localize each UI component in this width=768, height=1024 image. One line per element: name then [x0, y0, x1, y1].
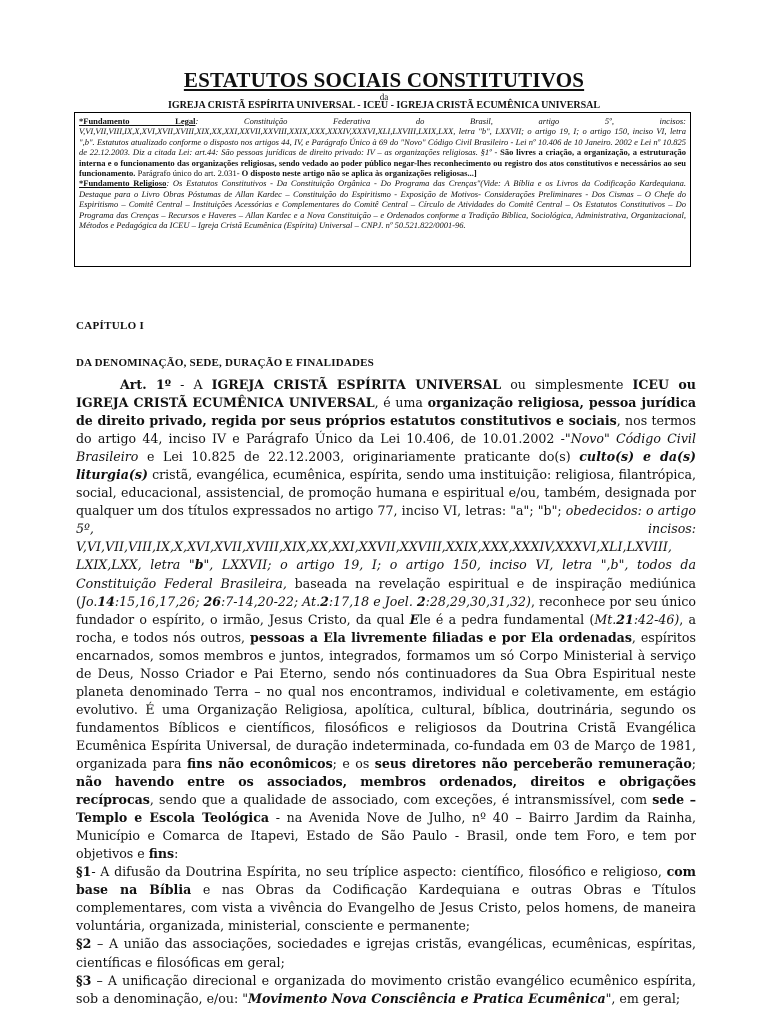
- art-bold-italic: 26: [203, 593, 222, 609]
- art-text: ;: [691, 755, 696, 771]
- art-bold: seus diretores não perceberão remuneração: [374, 755, 692, 771]
- religious-label: *Fundamento Religioso: [79, 178, 167, 189]
- art-text: :: [174, 846, 179, 862]
- art-text: cristã, evangélica, ecumênica, espírita, sendo uma instituição: religiosa, filantrópica, social, educacional, assistencial, de promoção humana e espiritual e/ou, também, designada por qualquer um dos títulos expressados no artigo 77, inciso VI, letras: "a"; "b";: [76, 467, 696, 519]
- art-text: baseada na revelação espiritual e de inspiração mediúnica (: [76, 575, 696, 609]
- legal-text-2: Parágrafo único do art. 2.031-: [135, 168, 242, 179]
- art-bold: fins: [148, 846, 175, 862]
- art-bold-italic: culto(s) e da(s) liturgia(s): [76, 449, 696, 483]
- art-text: - A: [171, 377, 212, 392]
- legal-foundation-box: [74, 112, 691, 267]
- art-italic: :28,29,30,31,32): [425, 593, 531, 609]
- art-text: , nos termos do artigo 44, inciso IV e Parágrafo Único da Lei 10.406, de 10.01.2002 -: [76, 413, 697, 447]
- paragraph-number: §2: [76, 936, 92, 952]
- art-bold-italic: E: [409, 611, 420, 627]
- document-subtitle: IGREJA CRISTÃ ESPÍRITA UNIVERSAL - ICEU - IGREJA CRISTÃ ECUMÊNICA UNIVERSAL: [167, 100, 601, 111]
- art-italic: obedecidos: o artigo 5º, incisos: V,VI,VII,VIII,IX,X,XVI,XVII,XVIII,XIX,XX,XXI,XXVII,XXVIII,XXIX,XXX,XXXIV,XXXVI,XLI,LXVIII, LXIX,LXX, letra ": [76, 503, 696, 573]
- art-text: le é a pedra fundamental (: [419, 611, 595, 627]
- legal-bold: São livres a criação, a organização, a estruturação interna e o funcionamento das organizações religiosas, sendo vedado ao poder público negar-lhes reconhecimento ou registro dos atos constitutivos e necessários ao seu funcionamento.: [79, 147, 686, 179]
- religious-foundation-paragraph: [79, 178, 686, 230]
- document-body: [76, 376, 696, 1008]
- chapter-heading: CAPÍTULO I: [76, 320, 145, 332]
- art-bold-italic: 14: [97, 593, 115, 609]
- art-text: ; e os: [332, 755, 375, 771]
- art-bold: não havendo entre os associados, membros ordenados, direitos e obrigações recíprocas: [76, 774, 696, 808]
- art-number: Art. 1º: [120, 377, 172, 392]
- art-bold: fins não econômicos: [187, 755, 333, 771]
- legal-text-1: : Constituição Federativa do Brasil, artigo 5º, incisos: V,VI,VII,VIII,IX,X,XVI,XVII,XVIII,XIX,XX,XXI,XXVII,XXVIII,XXIX,XXX,XXXIV,XXXVI,XLI,LXVIII,LXIX,LXX, letra "b", LXXVII; o artigo 19, I; o artigo 150, inciso VI, letra ",b". Estatutos atualizado conforme o disposto nos artigos 44, IV, e Parágrafo Único à 69 do "Novo" Código Civil Brasileiro - Lei nº 10.406 de 10 Janeiro. 2002 e Lei nº 10.825 de 22.12.2003. Diz a citada Lei: art.44: São pessoas jurídicas de direito privado: IV – as organizações religiosas. §1º -: [79, 116, 686, 158]
- art-bold-italic: 2: [320, 593, 329, 609]
- paragraph-2: [76, 935, 696, 971]
- art-italic: :15,16,17,26;: [114, 593, 204, 609]
- legal-foundation-paragraph: [79, 116, 686, 178]
- art-bold: pessoas a Ela livremente filiadas e por Ela ordenadas: [249, 629, 632, 645]
- paragraph-bold: com base na Bíblia: [76, 864, 696, 898]
- art-bold: sede – Templo e Escola Teológica: [76, 792, 696, 826]
- art-text: , é uma: [374, 395, 428, 411]
- art-text: , reconhece por seu único fundador o espírito, o irmão, Jesus Cristo, da qual: [76, 593, 696, 627]
- document-title: ESTATUTOS SOCIAIS CONSTITUTIVOS: [183, 68, 585, 92]
- title-connector: da: [379, 92, 389, 102]
- religious-text: : Os Estatutos Constitutivos - Da Constituição Orgânica - Do Programa das Crenças"(Vide: A Bíblia e os Livros da Codificação Kardequiana. Destaque para o Livro Obras Póstumas de Allan Kardec – Constituição do Espiritismo - Exposição de Motivos- Considerações Preliminares - Dos Cismas – O Chefe do Espiritismo – Comitê Central – Instituições Acessórias e Complementares do Comitê Central – Círculo de Atividades do Comitê Central – Os Estatutos Constitutivos – Do Programa das Crenças – Recursos e Haveres – Allan Kardec e a Nova Constituição – e Ordenados conforme a Tradição Bíblica, Sociológica, Administrativa, Organizacional, Métodos e Pedagógica da ICEU – Igreja Cristã Ecumênica (Espírita) Universal – CNPJ. nº 50.521.822/0001-96.: [79, 178, 686, 231]
- legal-bold-2: O disposto neste artigo não se aplica às organizações religiosas...]: [241, 168, 477, 179]
- section-heading: DA DENOMINAÇÃO, SEDE, DURAÇÃO E FINALIDADES: [76, 357, 374, 369]
- art-text: e Lei 10.825 de 22.12.2003, originariamente praticante do(s): [138, 449, 580, 465]
- art-text: , a rocha, e todos nós outros,: [76, 611, 697, 645]
- paragraph-text: ", em geral;: [605, 990, 681, 1006]
- art-italic: ", LXXVII; o artigo 19, I; o artigo 150, inciso VI, letra ",b", todos da Constituição Federal Brasileira,: [76, 557, 696, 591]
- paragraph-3: [76, 972, 696, 1008]
- article-1: [76, 376, 696, 863]
- art-italic: :17,18 e Joel.: [328, 593, 417, 609]
- art-text: - na Avenida Nove de Julho, nº 40 – Bairro Jardim da Rainha, Município e Comarca de Itapevi, Estado de São Paulo - Brasil, onde tem Foro, e tem por objetivos e: [76, 810, 697, 862]
- paragraph-text: – A união das associações, sociedades e igrejas cristãs, evangélicas, ecumênicas, espíritas, científicas e filosóficas em geral;: [76, 936, 696, 970]
- paragraph-number: §3: [76, 972, 92, 988]
- paragraph-number: §1: [76, 864, 92, 880]
- art-bold-italic: b: [194, 557, 204, 573]
- paragraph-text: – A unificação direcional e organizada do movimento cristão evangélico ecumênico espírita, sob a denominação, e/ou: ": [76, 972, 696, 1006]
- paragraph-text: - A difusão da Doutrina Espírita, no seu tríplice aspecto: científico, filosófico e religioso,: [91, 864, 667, 880]
- legal-label: *Fundamento Legal: [79, 116, 196, 126]
- art-bold-italic: 2: [416, 593, 426, 609]
- art-bold: IGREJA CRISTÃ ESPÍRITA UNIVERSAL: [211, 377, 502, 392]
- paragraph-text: e nas Obras da Codificação Kardequiana e outras Obras e Títulos complementares, com vista a vivência do Evangelho de Jesus Cristo, pelos homens, de maneira voluntária, organizada, ministerial, consciente e permanente;: [76, 882, 696, 934]
- paragraph-1: [76, 863, 696, 935]
- art-italic: :42-46): [633, 611, 680, 627]
- art-italic: Jo.: [80, 593, 98, 609]
- paragraph-bold-italic: Movimento Nova Consciência e Pratica Ecumênica: [248, 990, 606, 1006]
- art-italic: :7-14,20-22; At.: [221, 593, 321, 609]
- art-text: , espíritos encarnados, somos membros e juntos, integrados, formamos um só Corpo Ministerial à serviço de Deus, Nosso Criador e Pai Eterno, sendo nós continuadores da Sua Obra Espiritual neste planeta denominado Terra – no qual nos encontramos, individual e coletivamente, em estágio evolutivo. É uma Organização Religiosa, apolítica, cultural, bíblica, doutrinária, segundo os fundamentos Bíblicos e científicos, filosóficos e religiosos da Doutrina Cristã Evangélica Ecumênica Espírita Universal, de duração indeterminada, co-fundada em 03 de Março de 1981, organizada para: [76, 629, 696, 771]
- art-italic: "Novo" Código Civil Brasileiro: [76, 431, 696, 465]
- art-text: ou simplesmente: [501, 377, 633, 392]
- art-bold-italic: 21: [616, 611, 634, 627]
- art-italic: Mt.: [594, 611, 617, 627]
- art-bold: ICEU ou IGREJA CRISTÃ ECUMÊNICA UNIVERSAL: [76, 377, 696, 411]
- art-text: , sendo que a qualidade de associado, com exceções, é intransmissível, com: [149, 792, 653, 808]
- art-bold: organização religiosa, pessoa jurídica de direito privado, regida por seus próprios estatutos constitutivos e sociais: [76, 395, 697, 429]
